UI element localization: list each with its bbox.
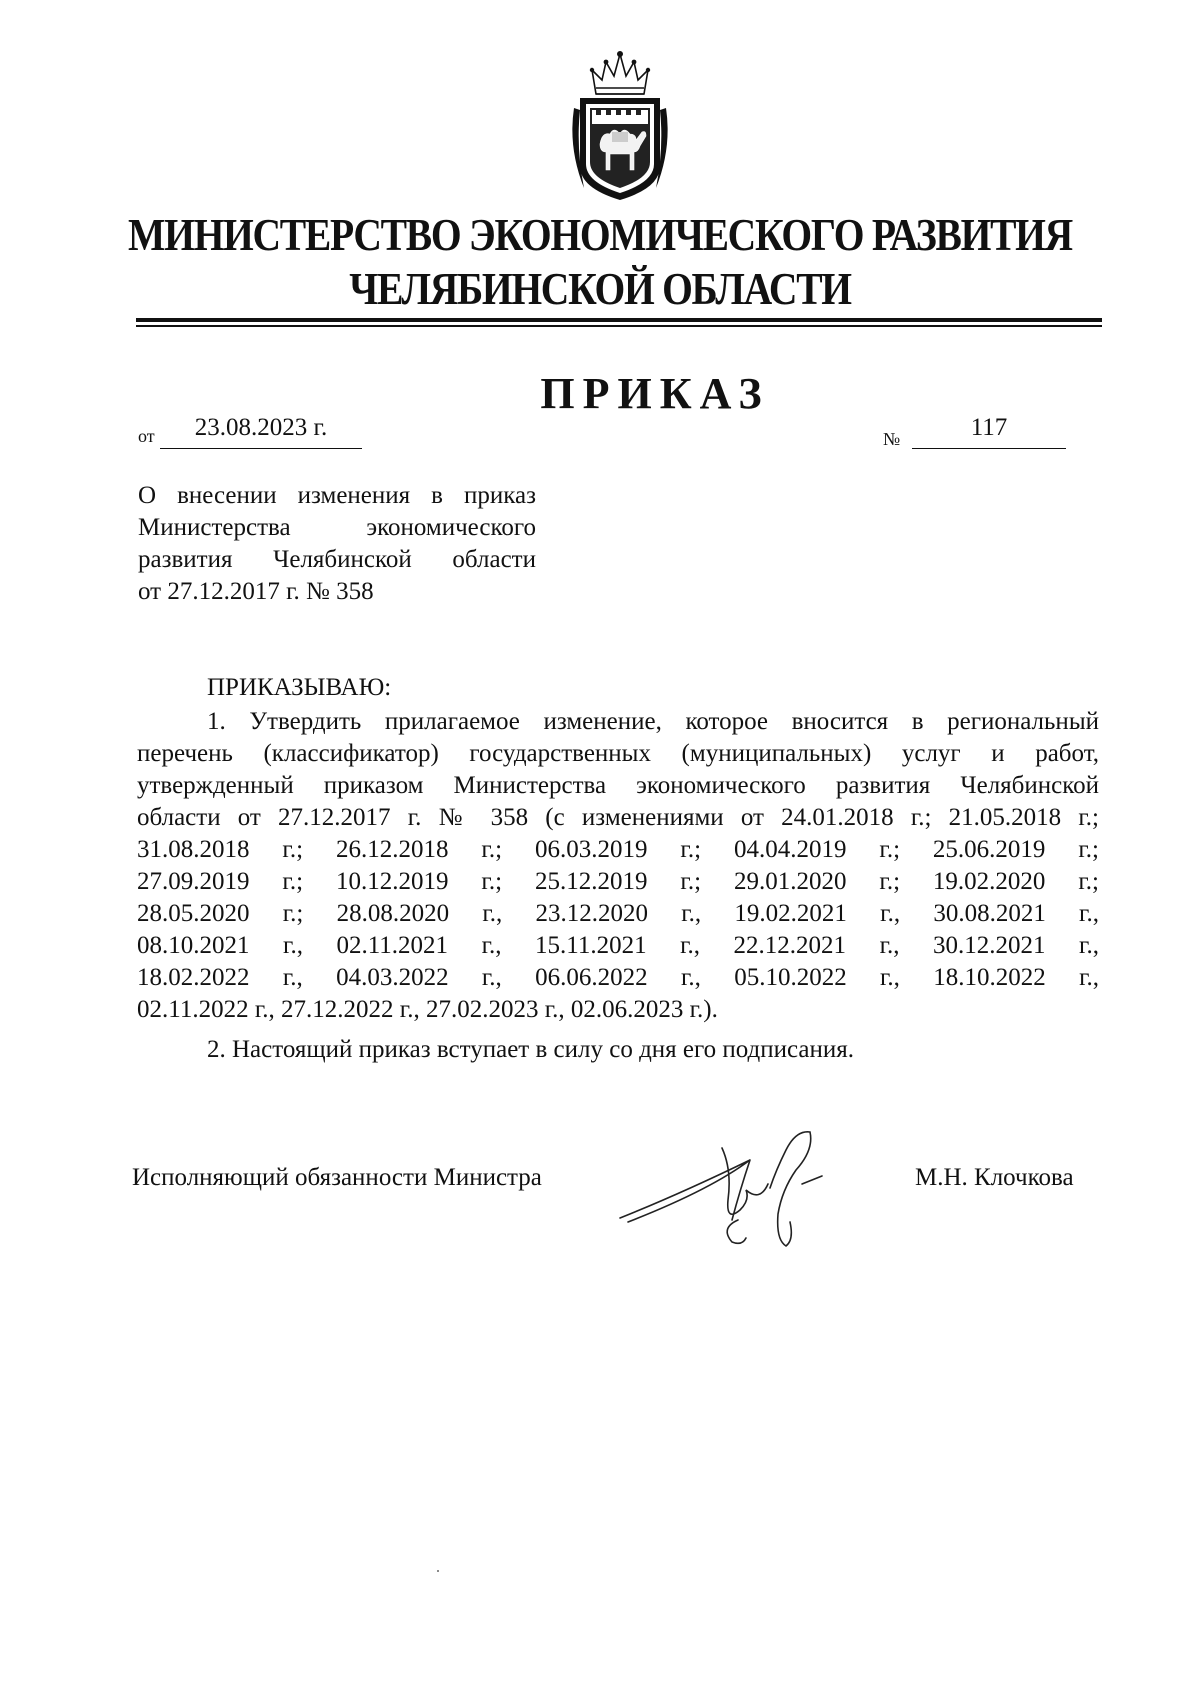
signatory-name: М.Н. Клочкова [915,1164,1074,1191]
paragraph-line: перечень (классификатор) государственных (муниципальных) услуг и работ, [137,740,1099,767]
paragraph-line: 27.09.2019 г.; 10.12.2019 г.; 25.12.2019 г.; 29.01.2020 г.; 19.02.2020 г.; [137,868,1099,895]
paragraph-line: 08.10.2021 г., 02.11.2021 г., 15.11.2021 г., 22.12.2021 г., 30.12.2021 г., [137,932,1099,959]
subject-line: О внесении изменения в приказ [138,482,536,509]
header-divider-thick [136,318,1102,322]
paragraph-line: 1. Утвердить прилагаемое изменение, которое вносится в региональный [207,708,1099,735]
signatory-role: Исполняющий обязанности Министра [132,1164,542,1191]
paragraph-line: 02.11.2022 г., 27.12.2022 г., 27.02.2023 г., 02.06.2023 г.). [137,996,718,1023]
order-number-label: № [883,429,901,449]
paragraph-line: 2. Настоящий приказ вступает в силу со дня его подписания. [207,1036,855,1063]
subject-line: развития Челябинской области [138,546,536,573]
handwritten-signature-icon [600,1110,870,1250]
order-title: ПРИКАЗ [540,369,770,418]
ministry-name-line2: ЧЕЛЯБИНСКОЙ ОБЛАСТИ [349,263,851,314]
paragraph-1 [137,706,1099,1026]
header-divider-thin [136,325,1102,327]
order-number: 117 [912,414,1066,449]
subject-line: Министерства экономического [138,514,536,541]
chelyabinsk-coat-of-arms-icon [566,48,674,204]
scan-speck [437,1570,439,1572]
order-subject [138,480,536,608]
paragraph-2 [137,1034,1099,1066]
paragraph-line: 28.05.2020 г.; 28.08.2020 г., 23.12.2020 г., 19.02.2021 г., 30.08.2021 г., [137,900,1099,927]
order-date: 23.08.2023 г. [160,414,362,449]
paragraph-line: области от 27.12.2017 г. № 358 (с изменениями от 24.01.2018 г.; 21.05.2018 г.; [137,804,1099,831]
subject-line: от 27.12.2017 г. № 358 [138,578,374,605]
paragraph-line: утвержденный приказом Министерства экономического развития Челябинской [137,772,1099,799]
order-word: ПРИКАЗЫВАЮ: [207,674,392,701]
ministry-name-line1: МИНИСТЕРСТВО ЭКОНОМИЧЕСКОГО РАЗВИТИЯ [128,209,1072,260]
paragraph-line: 18.02.2022 г., 04.03.2022 г., 06.06.2022 г., 05.10.2022 г., 18.10.2022 г., [137,964,1099,991]
date-from-label: от [138,426,155,446]
paragraph-line: 31.08.2018 г.; 26.12.2018 г.; 06.03.2019 г.; 04.04.2019 г.; 25.06.2019 г.; [137,836,1099,863]
